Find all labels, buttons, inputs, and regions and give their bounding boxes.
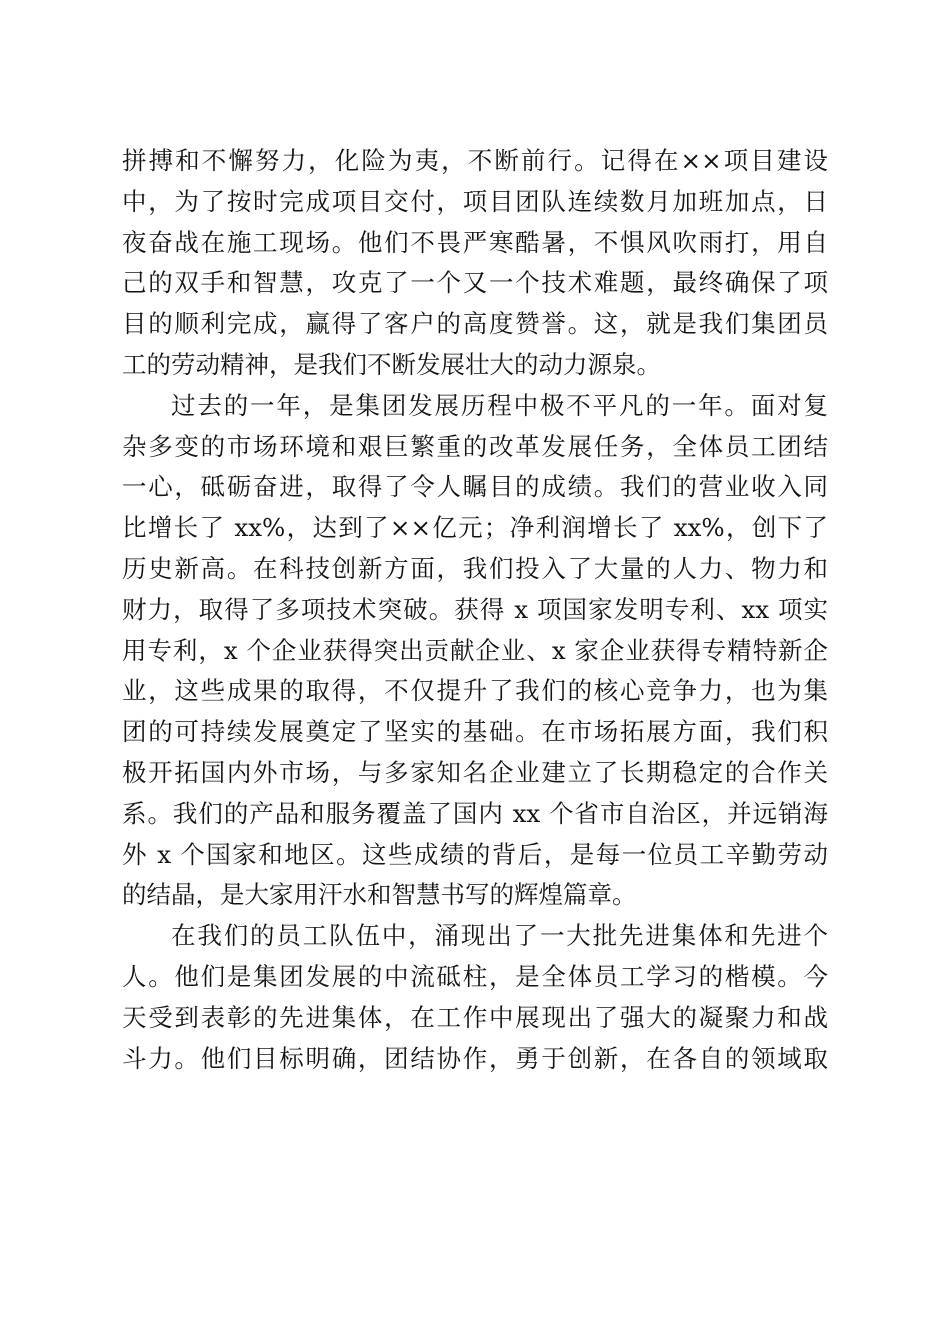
text-line: 过去的一年，是集团发展历程中极不平凡的一年。面对复 xyxy=(171,390,828,420)
text-line: 杂多变的市场环境和艰巨繁重的改革发展任务，全体员工团结 xyxy=(122,431,828,461)
text-line: 系。我们的产品和服务覆盖了国内 xx 个省市自治区，并远销海 xyxy=(122,798,828,828)
paragraph-1 xyxy=(122,141,828,386)
text-line: 用专利，x 个企业获得突出贡献企业、x 家企业获得专精特新企 xyxy=(122,635,828,665)
text-line: 比增长了 xx%，达到了××亿元；净利润增长了 xx%，创下了 xyxy=(122,513,828,543)
text-line: 目的顺利完成，赢得了客户的高度赞誉。这，就是我们集团员 xyxy=(122,309,828,339)
text-line: 外 x 个国家和地区。这些成绩的背后，是每一位员工辛勤劳动 xyxy=(122,839,828,869)
paragraph-3 xyxy=(122,916,828,1079)
text-line: 中，为了按时完成项目交付，项目团队连续数月加班加点，日 xyxy=(122,186,828,216)
text-line: 在我们的员工队伍中，涌现出了一大批先进集体和先进个 xyxy=(171,921,828,951)
text-line: 团的可持续发展奠定了坚实的基础。在市场拓展方面，我们积 xyxy=(122,717,828,747)
text-line: 己的双手和智慧，攻克了一个又一个技术难题，最终确保了项 xyxy=(122,268,828,298)
text-line: 人。他们是集团发展的中流砥柱，是全体员工学习的楷模。今 xyxy=(122,961,828,991)
text-line: 历史新高。在科技创新方面，我们投入了大量的人力、物力和 xyxy=(122,553,828,583)
text-line: 业，这些成果的取得，不仅提升了我们的核心竞争力，也为集 xyxy=(122,676,828,706)
text-line: 一心，砥砺奋进，取得了令人瞩目的成绩。我们的营业收入同 xyxy=(122,472,828,502)
text-line: 斗力。他们目标明确，团结协作，勇于创新，在各自的领域取 xyxy=(122,1043,828,1073)
text-line: 天受到表彰的先进集体，在工作中展现出了强大的凝聚力和战 xyxy=(122,1002,828,1032)
text-line: 工的劳动精神，是我们不断发展壮大的动力源泉。 xyxy=(122,349,661,379)
text-line: 拼搏和不懈努力，化险为夷，不断前行。记得在××项目建设 xyxy=(122,146,828,175)
paragraph-2 xyxy=(122,386,828,916)
text-line: 财力，取得了多项技术突破。获得 x 项国家发明专利、xx 项实 xyxy=(122,594,828,624)
text-line: 夜奋战在施工现场。他们不畏严寒酷暑，不惧风吹雨打，用自 xyxy=(122,227,828,257)
document-body xyxy=(122,141,828,1079)
text-line: 极开拓国内外市场，与多家知名企业建立了长期稳定的合作关 xyxy=(122,757,828,787)
text-line: 的结晶，是大家用汗水和智慧书写的辉煌篇章。 xyxy=(122,880,637,910)
